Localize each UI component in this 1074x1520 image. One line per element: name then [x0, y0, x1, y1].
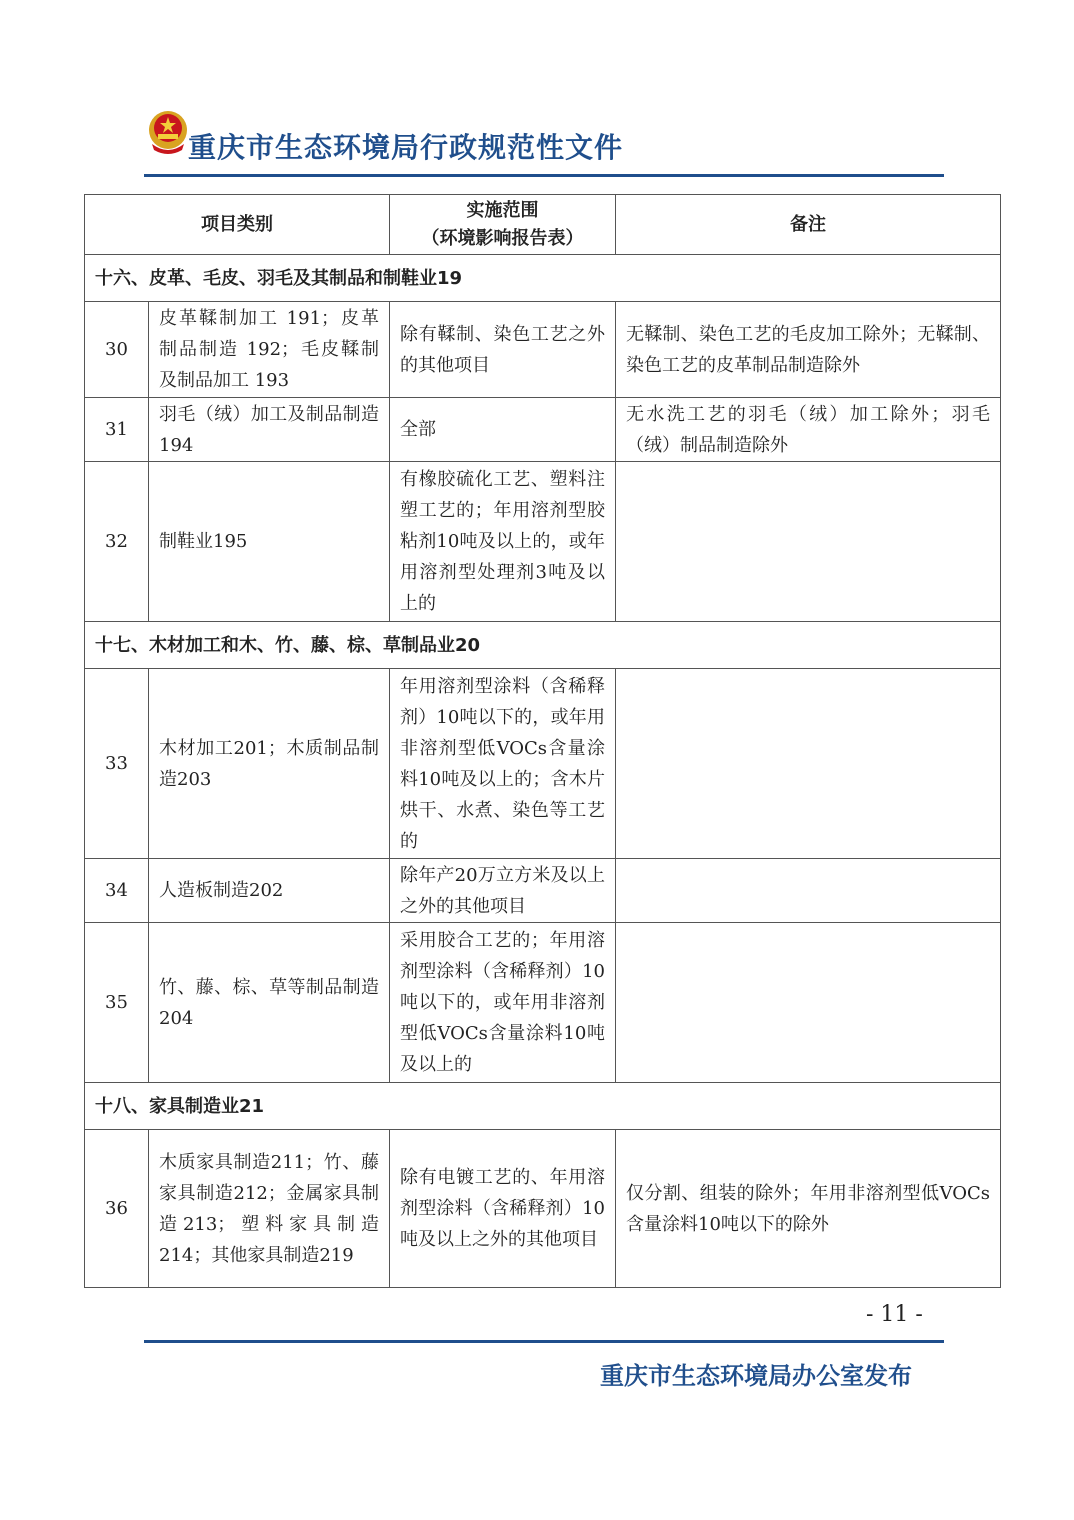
row-scope: 除有电镀工艺的、年用溶剂型涂料（含稀释剂）10吨及以上之外的其他项目 [390, 1130, 616, 1288]
table-row [85, 302, 1001, 398]
header-title: 重庆市生态环境局行政规范性文件 [188, 131, 624, 164]
section-title: 十八、家具制造业21 [85, 1083, 1001, 1130]
row-number: 32 [85, 462, 149, 622]
row-scope: 有橡胶硫化工艺、塑料注塑工艺的；年用溶剂型胶粘剂10吨及以上的，或年用溶剂型处理剂3吨及以上的 [390, 462, 616, 622]
row-number: 34 [85, 859, 149, 923]
row-scope: 年用溶剂型涂料（含稀释剂）10吨以下的，或年用非溶剂型低VOCs含量涂料10吨及以上的；含木片烘干、水煮、染色等工艺的 [390, 669, 616, 859]
footer-divider [144, 1340, 944, 1343]
classification-table [84, 194, 1001, 1288]
header-remark: 备注 [616, 195, 1001, 255]
section-row [85, 255, 1001, 302]
footer-publisher: 重庆市生态环境局办公室发布 [600, 1362, 912, 1390]
page-number: - 11 - [866, 1302, 923, 1327]
header-divider [144, 174, 944, 177]
section-title: 十七、木材加工和木、竹、藤、棕、草制品业20 [85, 622, 1001, 669]
row-remark: 仅分割、组装的除外；年用非溶剂型低VOCs含量涂料10吨以下的除外 [616, 1130, 1001, 1288]
header-scope-line1: 实施范围 [466, 199, 539, 221]
row-number: 31 [85, 398, 149, 462]
row-category: 皮革鞣制加工 191；皮革制品制造 192；毛皮鞣制及制品加工 193 [149, 302, 390, 398]
row-number: 35 [85, 923, 149, 1083]
row-category: 制鞋业195 [149, 462, 390, 622]
section-row [85, 622, 1001, 669]
row-remark [616, 859, 1001, 923]
row-remark [616, 669, 1001, 859]
header-scope [390, 195, 616, 255]
table-row [85, 462, 1001, 622]
row-category: 人造板制造202 [149, 859, 390, 923]
row-scope: 除年产20万立方米及以上之外的其他项目 [390, 859, 616, 923]
table-header-row [85, 195, 1001, 255]
row-scope: 采用胶合工艺的；年用溶剂型涂料（含稀释剂）10吨以下的，或年用非溶剂型低VOCs含量涂料10吨及以上的 [390, 923, 616, 1083]
row-scope: 全部 [390, 398, 616, 462]
national-emblem-icon [146, 110, 190, 156]
row-remark [616, 462, 1001, 622]
row-remark: 无水洗工艺的羽毛（绒）加工除外；羽毛（绒）制品制造除外 [616, 398, 1001, 462]
table-row [85, 859, 1001, 923]
row-category: 木质家具制造211；竹、藤家具制造212；金属家具制造213；塑料家具制造214；其他家具制造219 [149, 1130, 390, 1288]
table-row [85, 398, 1001, 462]
row-remark [616, 923, 1001, 1083]
row-category: 木材加工201；木质制品制造203 [149, 669, 390, 859]
row-number: 33 [85, 669, 149, 859]
row-number: 30 [85, 302, 149, 398]
document-header [144, 106, 944, 180]
header-category: 项目类别 [85, 195, 390, 255]
table-row [85, 1130, 1001, 1288]
row-category: 竹、藤、棕、草等制品制造204 [149, 923, 390, 1083]
row-number: 36 [85, 1130, 149, 1288]
row-category: 羽毛（绒）加工及制品制造194 [149, 398, 390, 462]
table-row [85, 923, 1001, 1083]
row-remark: 无鞣制、染色工艺的毛皮加工除外；无鞣制、染色工艺的皮革制品制造除外 [616, 302, 1001, 398]
row-scope: 除有鞣制、染色工艺之外的其他项目 [390, 302, 616, 398]
header-scope-line2: （环境影响报告表） [421, 227, 584, 249]
section-row [85, 1083, 1001, 1130]
section-title: 十六、皮革、毛皮、羽毛及其制品和制鞋业19 [85, 255, 1001, 302]
table-row [85, 669, 1001, 859]
